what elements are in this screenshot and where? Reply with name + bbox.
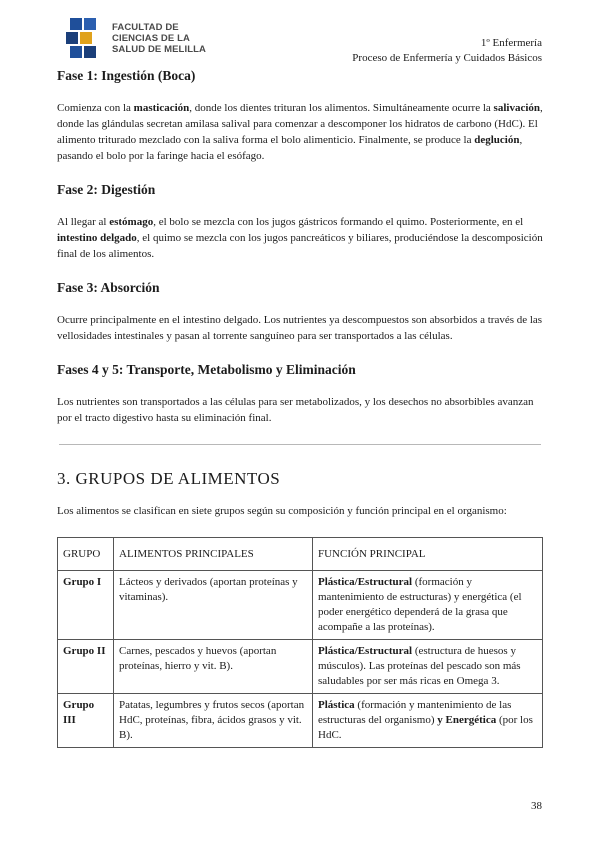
phase-2-text: Al llegar al estómago, el bolo se mezcla con los jugos gástricos formando el quimo. Posteriormente, en el intestino delgado, el quimo se mezcla con los jugos pancreáticos y biliares, produciéndose la descomposición final de los alimentos. bbox=[57, 216, 543, 260]
logo-line-2: CIENCIAS DE LA bbox=[112, 33, 190, 44]
faculty-logo-icon bbox=[66, 18, 106, 58]
phase-3-title: Fase 3: Absorción bbox=[57, 280, 160, 295]
group-cell: Grupo III bbox=[58, 694, 114, 748]
phase-4-5-text: Los nutrientes son transportados a las células para ser metabolizados, y los desechos no absorbibles avanzan por el tracto digestivo hasta su eliminación final. bbox=[57, 396, 534, 424]
phase-4-5-title: Fases 4 y 5: Transporte, Metabolismo y Eliminación bbox=[57, 362, 356, 377]
logo-line-3: SALUD DE MELILLA bbox=[112, 44, 206, 55]
header-group: GRUPO bbox=[58, 538, 114, 571]
faculty-logo bbox=[66, 18, 206, 58]
table-row bbox=[58, 640, 543, 694]
group-cell: Grupo I bbox=[58, 571, 114, 640]
logo-text bbox=[112, 22, 206, 55]
foods-cell: Carnes, pescados y huevos (aportan proteínas, hierro y vit. B). bbox=[114, 640, 313, 694]
group-cell: Grupo II bbox=[58, 640, 114, 694]
table-header-row bbox=[58, 538, 543, 571]
header-info bbox=[352, 36, 542, 66]
table-row bbox=[58, 571, 543, 640]
table-row bbox=[58, 694, 543, 748]
phase-2-title: Fase 2: Digestión bbox=[57, 182, 156, 197]
phase-3-text: Ocurre principalmente en el intestino delgado. Los nutrientes ya descompuestos son absorbidos a través de las vellosidades intestinales y pasan al torrente sanguíneo para ser transportados a las células. bbox=[57, 314, 543, 342]
page-content bbox=[57, 68, 543, 748]
page-number: 38 bbox=[531, 800, 542, 812]
foods-cell: Patatas, legumbres y frutos secos (aportan HdC, proteínas, fibra, ácidos grasos y vit. B). bbox=[114, 694, 313, 748]
section-intro: Los alimentos se clasifican en siete grupos según su composición y función principal en el organismo: bbox=[57, 505, 507, 517]
header-foods: ALIMENTOS PRINCIPALES bbox=[114, 538, 313, 571]
subject-label: Proceso de Enfermería y Cuidados Básicos bbox=[352, 52, 542, 64]
food-groups-table bbox=[57, 537, 543, 748]
section-divider bbox=[59, 444, 541, 445]
function-cell: Plástica (formación y mantenimiento de las estructuras del organismo) y Energética (por los HdC. bbox=[313, 694, 543, 748]
header-function: FUNCIÓN PRINCIPAL bbox=[313, 538, 543, 571]
foods-cell: Lácteos y derivados (aportan proteínas y vitaminas). bbox=[114, 571, 313, 640]
course-label: 1º Enfermería bbox=[480, 37, 542, 49]
function-cell: Plástica/Estructural (estructura de huesos y músculos). Las proteínas del pescado son más saludables por ser más ricas en Omega 3. bbox=[313, 640, 543, 694]
phase-1-title: Fase 1: Ingestión (Boca) bbox=[57, 68, 196, 83]
logo-line-1: FACULTAD DE bbox=[112, 22, 179, 33]
function-cell: Plástica/Estructural (formación y mantenimiento de estructuras) y energética (el poder energético dependerá de la grasa que acompañe a las proteínas). bbox=[313, 571, 543, 640]
phase-1-text: Comienza con la masticación, donde los dientes trituran los alimentos. Simultáneamente ocurre la salivación, donde las glándulas secretan amilasa salival para comenzar a descomponer los hidratos de carbono (HdC). El alimento triturado mezclado con la saliva forma el bolo alimenticio. Finalmente, se produce la deglución, pasando el bolo por la faringe hacia el esófago. bbox=[57, 102, 543, 162]
section-title: 3. GRUPOS DE ALIMENTOS bbox=[57, 469, 281, 488]
